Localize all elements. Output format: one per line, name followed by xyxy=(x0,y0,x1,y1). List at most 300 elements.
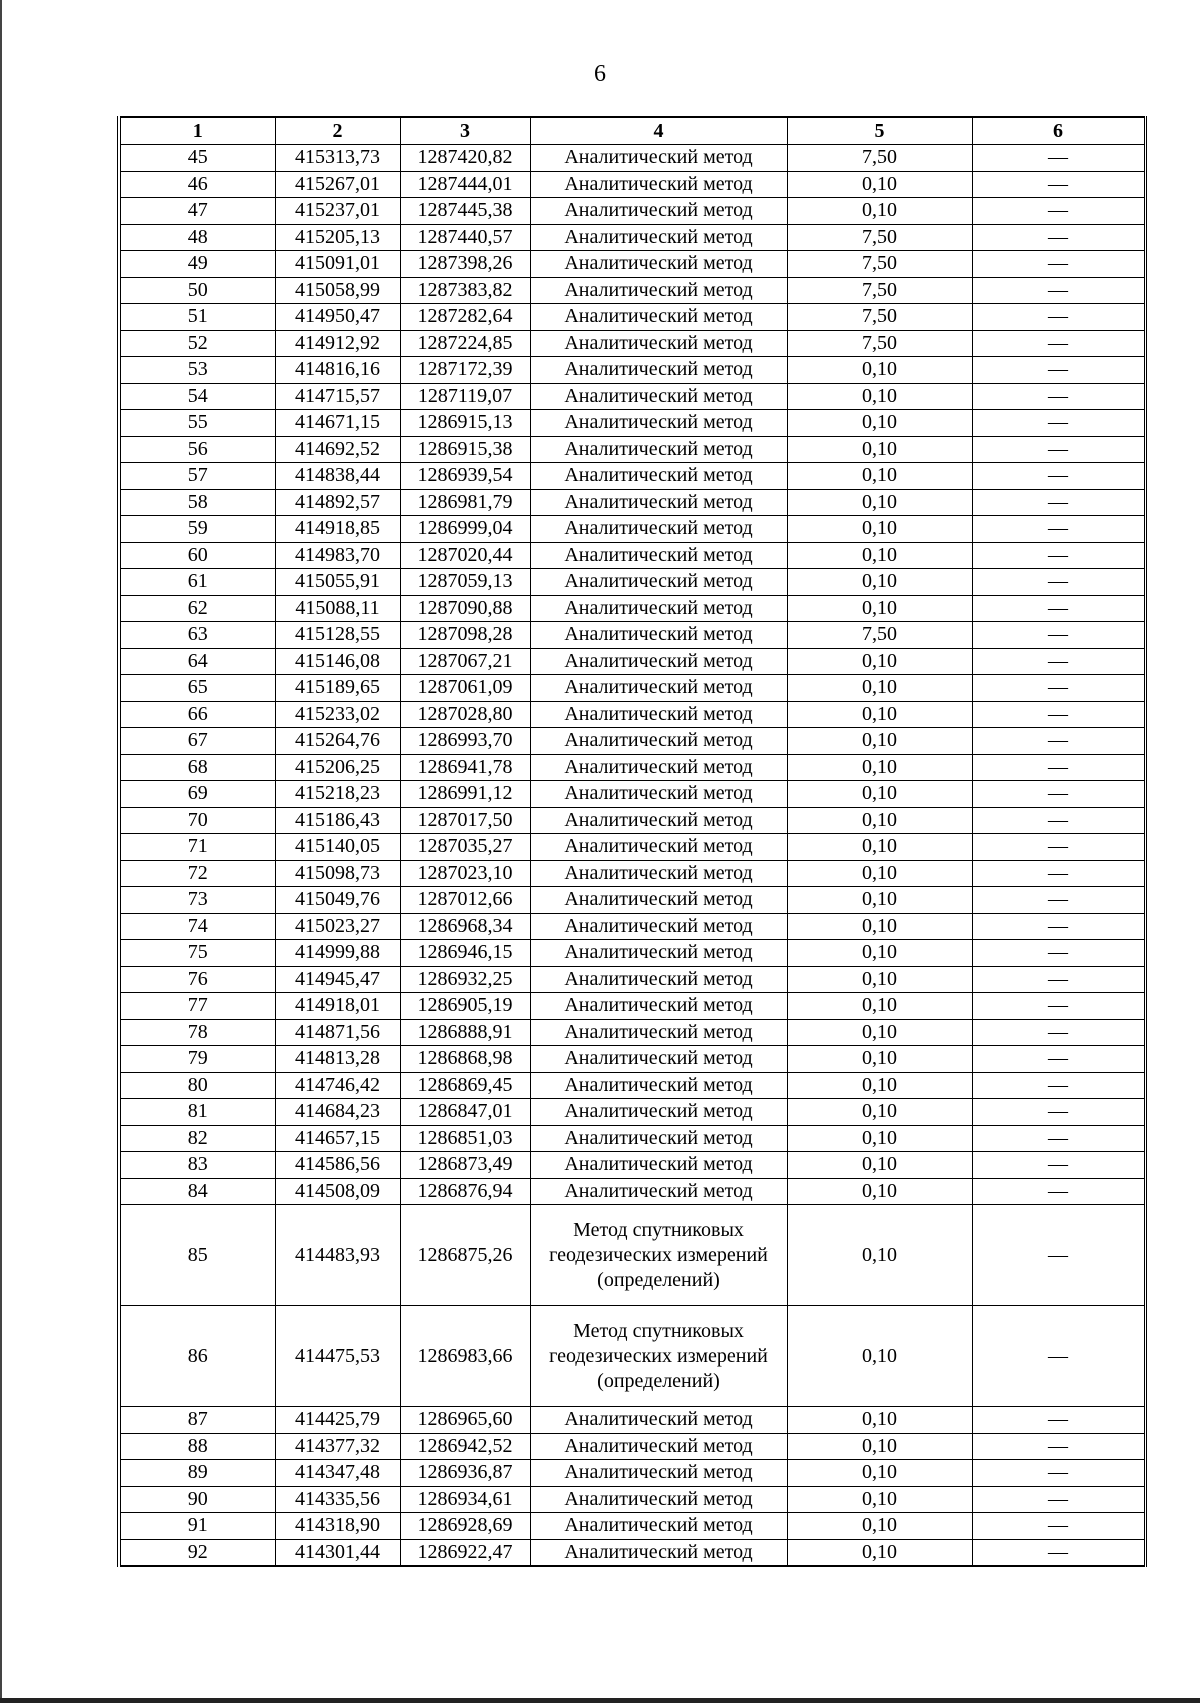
note-cell: — xyxy=(972,754,1145,781)
table-row xyxy=(119,489,1145,516)
accuracy-cell: 0,10 xyxy=(787,675,972,702)
y-coordinate-cell: 1287119,07 xyxy=(400,383,530,410)
method-cell: Аналитический метод xyxy=(530,145,787,172)
method-cell: Аналитический метод xyxy=(530,516,787,543)
point-number-cell: 75 xyxy=(119,940,275,967)
y-coordinate-cell: 1287445,38 xyxy=(400,198,530,225)
point-number-cell: 87 xyxy=(119,1407,275,1434)
x-coordinate-cell: 414813,28 xyxy=(275,1046,400,1073)
x-coordinate-cell: 415091,01 xyxy=(275,251,400,278)
x-coordinate-cell: 414918,85 xyxy=(275,516,400,543)
accuracy-cell: 0,10 xyxy=(787,1306,972,1407)
y-coordinate-cell: 1286968,34 xyxy=(400,913,530,940)
method-cell: Аналитический метод xyxy=(530,489,787,516)
x-coordinate-cell: 414657,15 xyxy=(275,1125,400,1152)
method-cell: Аналитический метод xyxy=(530,542,787,569)
y-coordinate-cell: 1287420,82 xyxy=(400,145,530,172)
point-number-cell: 77 xyxy=(119,993,275,1020)
accuracy-cell: 7,50 xyxy=(787,304,972,331)
accuracy-cell: 0,10 xyxy=(787,489,972,516)
table-row xyxy=(119,1407,1145,1434)
y-coordinate-cell: 1287061,09 xyxy=(400,675,530,702)
table-row xyxy=(119,1152,1145,1179)
note-cell: — xyxy=(972,728,1145,755)
table-row xyxy=(119,913,1145,940)
point-number-cell: 57 xyxy=(119,463,275,490)
y-coordinate-cell: 1286875,26 xyxy=(400,1205,530,1306)
column-header-3: 3 xyxy=(400,117,530,145)
accuracy-cell: 0,10 xyxy=(787,993,972,1020)
method-cell: Аналитический метод xyxy=(530,1046,787,1073)
method-cell: Аналитический метод xyxy=(530,1460,787,1487)
note-cell: — xyxy=(972,1539,1145,1566)
note-cell: — xyxy=(972,701,1145,728)
point-number-cell: 79 xyxy=(119,1046,275,1073)
y-coordinate-cell: 1287017,50 xyxy=(400,807,530,834)
accuracy-cell: 0,10 xyxy=(787,781,972,808)
y-coordinate-cell: 1287028,80 xyxy=(400,701,530,728)
table-row xyxy=(119,145,1145,172)
note-cell: — xyxy=(972,913,1145,940)
point-number-cell: 63 xyxy=(119,622,275,649)
method-cell: Аналитический метод xyxy=(530,463,787,490)
point-number-cell: 56 xyxy=(119,436,275,463)
method-cell: Аналитический метод xyxy=(530,383,787,410)
point-number-cell: 85 xyxy=(119,1205,275,1306)
point-number-cell: 54 xyxy=(119,383,275,410)
method-cell: Аналитический метод xyxy=(530,648,787,675)
note-cell: — xyxy=(972,648,1145,675)
column-header-4: 4 xyxy=(530,117,787,145)
y-coordinate-cell: 1286936,87 xyxy=(400,1460,530,1487)
y-coordinate-cell: 1286868,98 xyxy=(400,1046,530,1073)
x-coordinate-cell: 415023,27 xyxy=(275,913,400,940)
y-coordinate-cell: 1286991,12 xyxy=(400,781,530,808)
x-coordinate-cell: 415058,99 xyxy=(275,277,400,304)
x-coordinate-cell: 414335,56 xyxy=(275,1486,400,1513)
accuracy-cell: 0,10 xyxy=(787,860,972,887)
note-cell: — xyxy=(972,330,1145,357)
table-header-row xyxy=(119,117,1145,145)
table-row xyxy=(119,171,1145,198)
accuracy-cell: 0,10 xyxy=(787,728,972,755)
method-cell: Аналитический метод xyxy=(530,357,787,384)
point-number-cell: 60 xyxy=(119,542,275,569)
table-row xyxy=(119,1046,1145,1073)
table-row xyxy=(119,728,1145,755)
point-number-cell: 69 xyxy=(119,781,275,808)
table-row xyxy=(119,648,1145,675)
note-cell: — xyxy=(972,1099,1145,1126)
table-row xyxy=(119,1486,1145,1513)
point-number-cell: 70 xyxy=(119,807,275,834)
method-cell: Аналитический метод xyxy=(530,781,787,808)
accuracy-cell: 0,10 xyxy=(787,383,972,410)
accuracy-cell: 0,10 xyxy=(787,887,972,914)
accuracy-cell: 0,10 xyxy=(787,463,972,490)
y-coordinate-cell: 1286851,03 xyxy=(400,1125,530,1152)
accuracy-cell: 0,10 xyxy=(787,1433,972,1460)
point-number-cell: 83 xyxy=(119,1152,275,1179)
table-row xyxy=(119,357,1145,384)
y-coordinate-cell: 1287059,13 xyxy=(400,569,530,596)
accuracy-cell: 0,10 xyxy=(787,648,972,675)
note-cell: — xyxy=(972,1046,1145,1073)
x-coordinate-cell: 414425,79 xyxy=(275,1407,400,1434)
table-row xyxy=(119,198,1145,225)
x-coordinate-cell: 414918,01 xyxy=(275,993,400,1020)
accuracy-cell: 0,10 xyxy=(787,701,972,728)
accuracy-cell: 0,10 xyxy=(787,569,972,596)
coordinates-table xyxy=(117,116,1147,1567)
point-number-cell: 72 xyxy=(119,860,275,887)
point-number-cell: 92 xyxy=(119,1539,275,1566)
x-coordinate-cell: 415055,91 xyxy=(275,569,400,596)
note-cell: — xyxy=(972,675,1145,702)
x-coordinate-cell: 414945,47 xyxy=(275,966,400,993)
method-cell: Аналитический метод xyxy=(530,171,787,198)
note-cell: — xyxy=(972,251,1145,278)
x-coordinate-cell: 414892,57 xyxy=(275,489,400,516)
y-coordinate-cell: 1286888,91 xyxy=(400,1019,530,1046)
x-coordinate-cell: 414508,09 xyxy=(275,1178,400,1205)
x-coordinate-cell: 414912,92 xyxy=(275,330,400,357)
x-coordinate-cell: 414483,93 xyxy=(275,1205,400,1306)
x-coordinate-cell: 415140,05 xyxy=(275,834,400,861)
table-row xyxy=(119,754,1145,781)
accuracy-cell: 0,10 xyxy=(787,807,972,834)
accuracy-cell: 0,10 xyxy=(787,834,972,861)
y-coordinate-cell: 1287444,01 xyxy=(400,171,530,198)
x-coordinate-cell: 414586,56 xyxy=(275,1152,400,1179)
table-row xyxy=(119,463,1145,490)
note-cell: — xyxy=(972,595,1145,622)
point-number-cell: 80 xyxy=(119,1072,275,1099)
accuracy-cell: 7,50 xyxy=(787,277,972,304)
note-cell: — xyxy=(972,516,1145,543)
method-cell: Метод спутниковых геодезических измерений (определений) xyxy=(530,1205,787,1306)
table-row xyxy=(119,569,1145,596)
method-cell: Аналитический метод xyxy=(530,224,787,251)
note-cell: — xyxy=(972,542,1145,569)
accuracy-cell: 0,10 xyxy=(787,542,972,569)
x-coordinate-cell: 414999,88 xyxy=(275,940,400,967)
x-coordinate-cell: 415218,23 xyxy=(275,781,400,808)
point-number-cell: 90 xyxy=(119,1486,275,1513)
point-number-cell: 73 xyxy=(119,887,275,914)
accuracy-cell: 7,50 xyxy=(787,224,972,251)
point-number-cell: 61 xyxy=(119,569,275,596)
x-coordinate-cell: 415233,02 xyxy=(275,701,400,728)
y-coordinate-cell: 1287172,39 xyxy=(400,357,530,384)
accuracy-cell: 0,10 xyxy=(787,1125,972,1152)
y-coordinate-cell: 1286847,01 xyxy=(400,1099,530,1126)
point-number-cell: 49 xyxy=(119,251,275,278)
point-number-cell: 86 xyxy=(119,1306,275,1407)
y-coordinate-cell: 1286928,69 xyxy=(400,1513,530,1540)
y-coordinate-cell: 1286922,47 xyxy=(400,1539,530,1566)
table-row xyxy=(119,675,1145,702)
x-coordinate-cell: 415189,65 xyxy=(275,675,400,702)
column-header-1: 1 xyxy=(119,117,275,145)
column-header-6: 6 xyxy=(972,117,1145,145)
accuracy-cell: 0,10 xyxy=(787,754,972,781)
note-cell: — xyxy=(972,489,1145,516)
y-coordinate-cell: 1287067,21 xyxy=(400,648,530,675)
note-cell: — xyxy=(972,436,1145,463)
accuracy-cell: 0,10 xyxy=(787,1046,972,1073)
x-coordinate-cell: 415186,43 xyxy=(275,807,400,834)
method-cell: Аналитический метод xyxy=(530,198,787,225)
accuracy-cell: 0,10 xyxy=(787,198,972,225)
point-number-cell: 65 xyxy=(119,675,275,702)
x-coordinate-cell: 415313,73 xyxy=(275,145,400,172)
point-number-cell: 50 xyxy=(119,277,275,304)
x-coordinate-cell: 415237,01 xyxy=(275,198,400,225)
x-coordinate-cell: 415128,55 xyxy=(275,622,400,649)
method-cell: Аналитический метод xyxy=(530,330,787,357)
y-coordinate-cell: 1286981,79 xyxy=(400,489,530,516)
method-cell: Аналитический метод xyxy=(530,834,787,861)
accuracy-cell: 0,10 xyxy=(787,1019,972,1046)
note-cell: — xyxy=(972,781,1145,808)
table-row xyxy=(119,595,1145,622)
point-number-cell: 78 xyxy=(119,1019,275,1046)
table-row xyxy=(119,966,1145,993)
method-cell: Аналитический метод xyxy=(530,1019,787,1046)
note-cell: — xyxy=(972,1205,1145,1306)
table-row xyxy=(119,781,1145,808)
accuracy-cell: 0,10 xyxy=(787,1178,972,1205)
point-number-cell: 59 xyxy=(119,516,275,543)
table-row xyxy=(119,1099,1145,1126)
x-coordinate-cell: 414377,32 xyxy=(275,1433,400,1460)
method-cell: Аналитический метод xyxy=(530,1099,787,1126)
x-coordinate-cell: 414983,70 xyxy=(275,542,400,569)
table-row xyxy=(119,1433,1145,1460)
note-cell: — xyxy=(972,860,1145,887)
y-coordinate-cell: 1286876,94 xyxy=(400,1178,530,1205)
note-cell: — xyxy=(972,145,1145,172)
table-row xyxy=(119,1019,1145,1046)
accuracy-cell: 7,50 xyxy=(787,330,972,357)
x-coordinate-cell: 415267,01 xyxy=(275,171,400,198)
table-row xyxy=(119,1539,1145,1566)
point-number-cell: 53 xyxy=(119,357,275,384)
accuracy-cell: 0,10 xyxy=(787,516,972,543)
x-coordinate-cell: 414816,16 xyxy=(275,357,400,384)
scan-bottom-edge xyxy=(0,1698,1200,1703)
method-cell: Аналитический метод xyxy=(530,1513,787,1540)
note-cell: — xyxy=(972,383,1145,410)
table-row xyxy=(119,330,1145,357)
accuracy-cell: 7,50 xyxy=(787,251,972,278)
accuracy-cell: 0,10 xyxy=(787,966,972,993)
accuracy-cell: 0,10 xyxy=(787,1407,972,1434)
point-number-cell: 52 xyxy=(119,330,275,357)
table-row xyxy=(119,940,1145,967)
note-cell: — xyxy=(972,410,1145,437)
y-coordinate-cell: 1286999,04 xyxy=(400,516,530,543)
table-row xyxy=(119,887,1145,914)
point-number-cell: 58 xyxy=(119,489,275,516)
point-number-cell: 68 xyxy=(119,754,275,781)
point-number-cell: 81 xyxy=(119,1099,275,1126)
x-coordinate-cell: 414692,52 xyxy=(275,436,400,463)
table-row xyxy=(119,277,1145,304)
accuracy-cell: 0,10 xyxy=(787,1460,972,1487)
x-coordinate-cell: 414671,15 xyxy=(275,410,400,437)
note-cell: — xyxy=(972,463,1145,490)
table-row xyxy=(119,224,1145,251)
y-coordinate-cell: 1287098,28 xyxy=(400,622,530,649)
method-cell: Аналитический метод xyxy=(530,436,787,463)
x-coordinate-cell: 415205,13 xyxy=(275,224,400,251)
x-coordinate-cell: 414950,47 xyxy=(275,304,400,331)
y-coordinate-cell: 1286869,45 xyxy=(400,1072,530,1099)
table-row xyxy=(119,860,1145,887)
x-coordinate-cell: 414347,48 xyxy=(275,1460,400,1487)
point-number-cell: 55 xyxy=(119,410,275,437)
accuracy-cell: 0,10 xyxy=(787,1539,972,1566)
method-cell: Аналитический метод xyxy=(530,622,787,649)
note-cell: — xyxy=(972,1072,1145,1099)
y-coordinate-cell: 1286965,60 xyxy=(400,1407,530,1434)
y-coordinate-cell: 1286915,13 xyxy=(400,410,530,437)
accuracy-cell: 0,10 xyxy=(787,1513,972,1540)
point-number-cell: 76 xyxy=(119,966,275,993)
note-cell: — xyxy=(972,940,1145,967)
method-cell: Аналитический метод xyxy=(530,728,787,755)
point-number-cell: 67 xyxy=(119,728,275,755)
y-coordinate-cell: 1286932,25 xyxy=(400,966,530,993)
table-row xyxy=(119,516,1145,543)
x-coordinate-cell: 415146,08 xyxy=(275,648,400,675)
table-row xyxy=(119,1072,1145,1099)
method-cell: Аналитический метод xyxy=(530,1486,787,1513)
table-row xyxy=(119,701,1145,728)
table-row xyxy=(119,622,1145,649)
note-cell: — xyxy=(972,1486,1145,1513)
note-cell: — xyxy=(972,224,1145,251)
point-number-cell: 91 xyxy=(119,1513,275,1540)
table-row xyxy=(119,993,1145,1020)
method-cell: Аналитический метод xyxy=(530,277,787,304)
point-number-cell: 82 xyxy=(119,1125,275,1152)
note-cell: — xyxy=(972,171,1145,198)
y-coordinate-cell: 1287023,10 xyxy=(400,860,530,887)
accuracy-cell: 0,10 xyxy=(787,1152,972,1179)
method-cell: Аналитический метод xyxy=(530,595,787,622)
x-coordinate-cell: 414871,56 xyxy=(275,1019,400,1046)
column-header-2: 2 xyxy=(275,117,400,145)
y-coordinate-cell: 1286873,49 xyxy=(400,1152,530,1179)
point-number-cell: 84 xyxy=(119,1178,275,1205)
method-cell: Аналитический метод xyxy=(530,251,787,278)
point-number-cell: 47 xyxy=(119,198,275,225)
coordinates-table-container xyxy=(117,116,1143,1567)
note-cell: — xyxy=(972,1407,1145,1434)
y-coordinate-cell: 1286941,78 xyxy=(400,754,530,781)
accuracy-cell: 0,10 xyxy=(787,1205,972,1306)
accuracy-cell: 0,10 xyxy=(787,1486,972,1513)
table-row xyxy=(119,834,1145,861)
note-cell: — xyxy=(972,1152,1145,1179)
y-coordinate-cell: 1286939,54 xyxy=(400,463,530,490)
point-number-cell: 45 xyxy=(119,145,275,172)
y-coordinate-cell: 1287012,66 xyxy=(400,887,530,914)
accuracy-cell: 0,10 xyxy=(787,357,972,384)
y-coordinate-cell: 1287383,82 xyxy=(400,277,530,304)
note-cell: — xyxy=(972,887,1145,914)
point-number-cell: 62 xyxy=(119,595,275,622)
method-cell: Аналитический метод xyxy=(530,913,787,940)
x-coordinate-cell: 414746,42 xyxy=(275,1072,400,1099)
note-cell: — xyxy=(972,966,1145,993)
method-cell: Аналитический метод xyxy=(530,940,787,967)
x-coordinate-cell: 415264,76 xyxy=(275,728,400,755)
method-cell: Аналитический метод xyxy=(530,887,787,914)
x-coordinate-cell: 414838,44 xyxy=(275,463,400,490)
note-cell: — xyxy=(972,1178,1145,1205)
point-number-cell: 89 xyxy=(119,1460,275,1487)
accuracy-cell: 0,10 xyxy=(787,1072,972,1099)
y-coordinate-cell: 1287440,57 xyxy=(400,224,530,251)
accuracy-cell: 0,10 xyxy=(787,595,972,622)
note-cell: — xyxy=(972,993,1145,1020)
note-cell: — xyxy=(972,304,1145,331)
table-row xyxy=(119,542,1145,569)
method-cell: Аналитический метод xyxy=(530,807,787,834)
method-cell: Аналитический метод xyxy=(530,860,787,887)
accuracy-cell: 0,10 xyxy=(787,410,972,437)
y-coordinate-cell: 1286993,70 xyxy=(400,728,530,755)
note-cell: — xyxy=(972,834,1145,861)
method-cell: Аналитический метод xyxy=(530,1072,787,1099)
note-cell: — xyxy=(972,1019,1145,1046)
method-cell: Аналитический метод xyxy=(530,410,787,437)
table-row xyxy=(119,1460,1145,1487)
column-header-5: 5 xyxy=(787,117,972,145)
x-coordinate-cell: 414318,90 xyxy=(275,1513,400,1540)
note-cell: — xyxy=(972,1306,1145,1407)
table-row xyxy=(119,304,1145,331)
table-row xyxy=(119,1178,1145,1205)
note-cell: — xyxy=(972,1513,1145,1540)
y-coordinate-cell: 1287398,26 xyxy=(400,251,530,278)
x-coordinate-cell: 415206,25 xyxy=(275,754,400,781)
table-row xyxy=(119,251,1145,278)
y-coordinate-cell: 1287035,27 xyxy=(400,834,530,861)
point-number-cell: 71 xyxy=(119,834,275,861)
method-cell: Аналитический метод xyxy=(530,675,787,702)
method-cell: Аналитический метод xyxy=(530,1152,787,1179)
y-coordinate-cell: 1287020,44 xyxy=(400,542,530,569)
table-row xyxy=(119,436,1145,463)
method-cell: Аналитический метод xyxy=(530,966,787,993)
y-coordinate-cell: 1287090,88 xyxy=(400,595,530,622)
y-coordinate-cell: 1286905,19 xyxy=(400,993,530,1020)
table-body xyxy=(119,145,1145,1567)
table-row xyxy=(119,1513,1145,1540)
point-number-cell: 74 xyxy=(119,913,275,940)
x-coordinate-cell: 415088,11 xyxy=(275,595,400,622)
x-coordinate-cell: 414684,23 xyxy=(275,1099,400,1126)
point-number-cell: 88 xyxy=(119,1433,275,1460)
y-coordinate-cell: 1286915,38 xyxy=(400,436,530,463)
note-cell: — xyxy=(972,569,1145,596)
method-cell: Аналитический метод xyxy=(530,1125,787,1152)
